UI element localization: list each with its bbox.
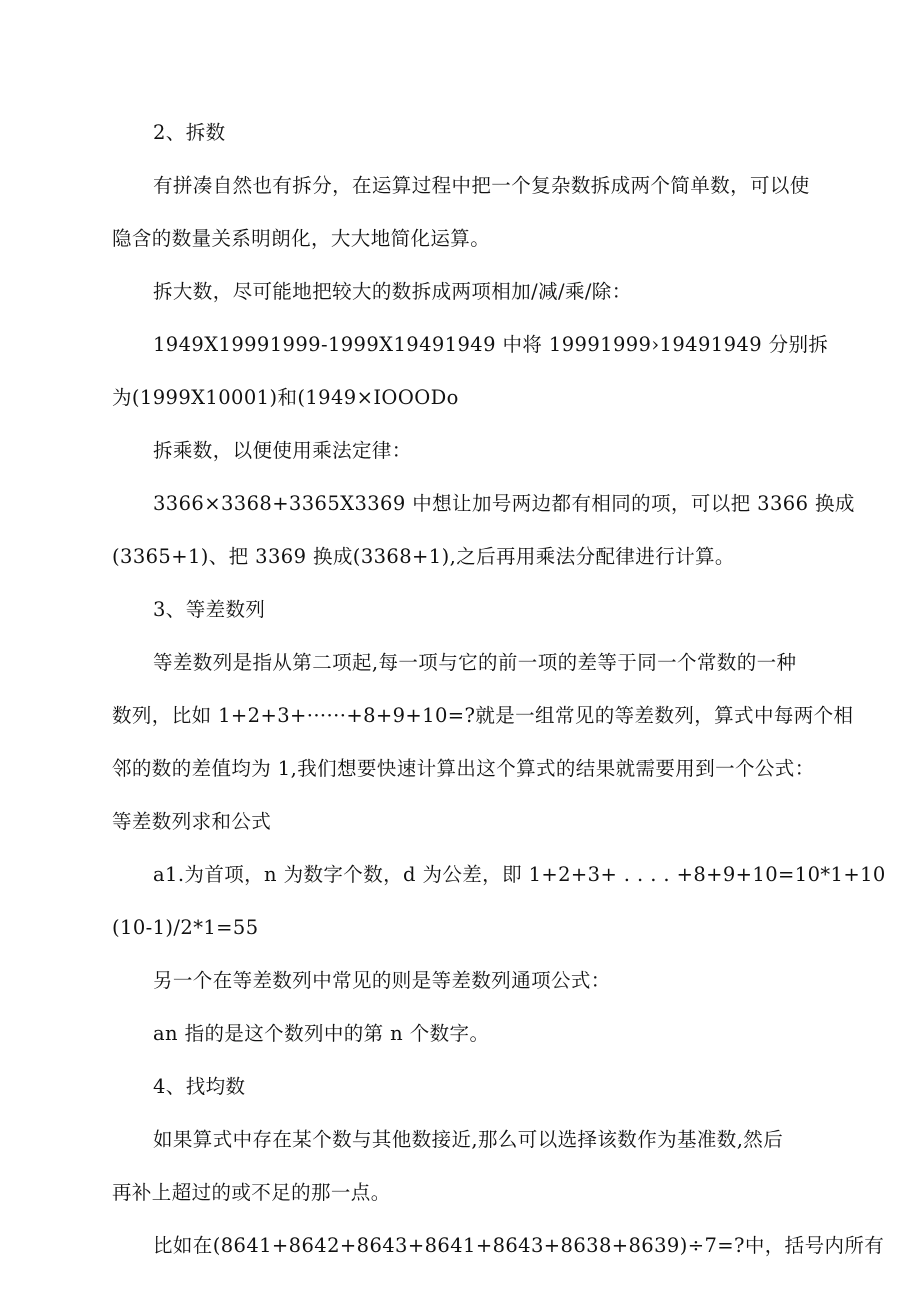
paragraph-line: 另一个在等差数列中常见的则是等差数列通项公式： [153, 969, 611, 992]
paragraph-line: 1949X19991999-1999X19491949 中将 19991999›19491949 分别拆 [153, 333, 829, 356]
paragraph-line: 隐含的数量关系明朗化，大大地简化运算。 [112, 227, 491, 250]
paragraph-line: (10-1)/2*1=55 [112, 916, 259, 939]
paragraph-line: 拆乘数，以便使用乘法定律： [153, 439, 412, 462]
paragraph-line: 再补上超过的或不足的那一点。 [112, 1181, 391, 1204]
paragraph-line: a1.为首项，n 为数字个数，d 为公差，即 1+2+3+ . . . . +8+9+10=10*1+10 [153, 863, 886, 886]
paragraph-line: (3365+1)、把 3369 换成(3368+1),之后再用乘法分配律进行计算。 [112, 545, 735, 568]
section-4-heading: 4、找均数 [153, 1075, 246, 1098]
paragraph-line: an 指的是这个数列中的第 n 个数字。 [153, 1022, 490, 1045]
paragraph-line: 如果算式中存在某个数与其他数接近,那么可以选择该数作为基准数,然后 [153, 1128, 784, 1151]
paragraph-line: 有拼凑自然也有拆分，在运算过程中把一个复杂数拆成两个简单数，可以使 [153, 174, 810, 197]
paragraph-line: 邻的数的差值均为 1,我们想要快速计算出这个算式的结果就需要用到一个公式： [112, 757, 815, 780]
section-2-heading: 2、拆数 [153, 121, 226, 144]
section-3-heading: 3、等差数列 [153, 598, 266, 621]
paragraph-line: 为(1999X10001)和(1949×IOOODo [112, 386, 459, 409]
paragraph-line: 数列，比如 1+2+3+······+8+9+10=?就是一组常见的等差数列，算式中每两个相 [112, 704, 854, 727]
paragraph-line: 等差数列是指从第二项起,每一项与它的前一项的差等于同一个常数的一种 [153, 651, 797, 674]
paragraph-line: 拆大数，尽可能地把较大的数拆成两项相加/减/乘/除： [153, 280, 632, 303]
paragraph-line: 3366×3368+3365X3369 中想让加号两边都有相同的项，可以把 3366 换成 [153, 492, 855, 515]
paragraph-line: 等差数列求和公式 [112, 810, 272, 833]
paragraph-line: 比如在(8641+8642+8643+8641+8643+8638+8639)÷7=?中，括号内所有 [153, 1234, 885, 1257]
